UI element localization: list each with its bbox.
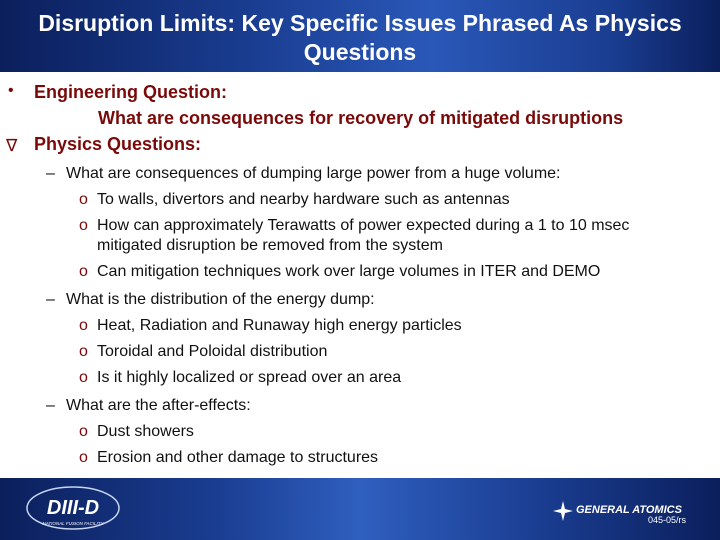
general-atomics-icon: [552, 500, 574, 522]
item-marker: o: [79, 191, 88, 208]
diii-d-logo: [26, 486, 121, 530]
item-marker: o: [79, 217, 88, 234]
diii-d-logo-text: DIII-D: [46, 497, 100, 519]
item-marker: o: [79, 423, 88, 440]
list-item: Heat, Radiation and Runaway high energy particles: [97, 317, 462, 334]
title-bar: [0, 0, 720, 72]
physics-label: Physics Questions:: [34, 134, 202, 154]
item-marker: o: [79, 449, 88, 466]
list-item-continuation: mitigated disruption be removed from the system: [97, 237, 443, 254]
dash-marker: –: [46, 165, 55, 182]
list-item: To walls, divertors and nearby hardware such as antennas: [97, 191, 510, 208]
list-item: How can approximately Terawatts of power expected during a 1 to 10 msec: [97, 217, 630, 234]
item-marker: o: [79, 343, 88, 360]
item-marker: o: [79, 369, 88, 386]
list-item: Is it highly localized or spread over an area: [97, 369, 402, 386]
item-marker: o: [79, 317, 88, 334]
list-item: Can mitigation techniques work over large volumes in ITER and DEMO: [97, 263, 601, 280]
engineering-label: Engineering Question:: [34, 82, 228, 102]
dash-marker: –: [46, 397, 55, 414]
bullet-marker: •: [8, 82, 14, 99]
question-2: What is the distribution of the energy dump:: [66, 291, 375, 308]
engineering-text: What are consequences for recovery of mitigated disruptions: [98, 108, 624, 128]
list-item: Dust showers: [97, 423, 194, 440]
dash-marker: –: [46, 291, 55, 308]
question-1: What are consequences of dumping large power from a huge volume:: [66, 165, 561, 182]
slide-code: 045-05/rs: [648, 515, 687, 525]
list-item: Toroidal and Poloidal distribution: [97, 343, 328, 360]
list-item: Erosion and other damage to structures: [97, 449, 379, 466]
question-3: What are the after-effects:: [66, 397, 251, 414]
general-atomics-logo-text: GENERAL ATOMICS: [576, 504, 682, 516]
slide-title: Disruption Limits: Key Specific Issues Phrased As Physics Questions: [38, 10, 682, 65]
diii-d-logo-subtext: NATIONAL FUSION FACILITY: [42, 521, 104, 526]
footer-bar: [0, 478, 720, 540]
nabla-marker: ∇: [6, 136, 18, 155]
item-marker: o: [79, 263, 88, 280]
